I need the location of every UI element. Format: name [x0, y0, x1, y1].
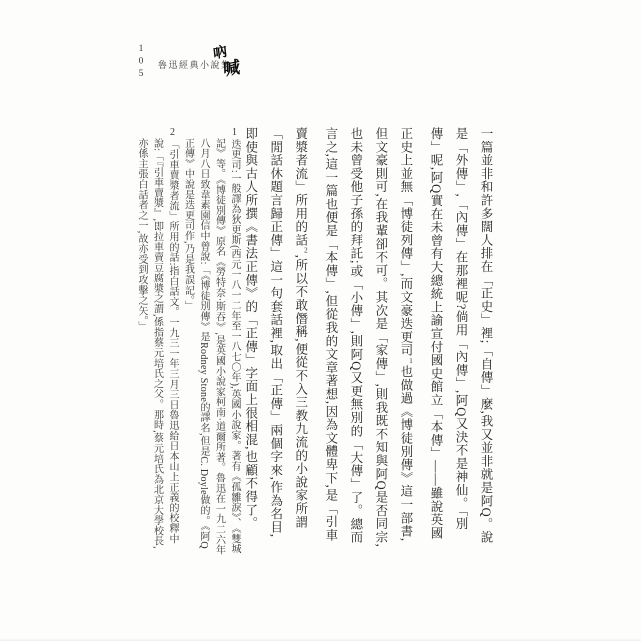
main-paragraph-segment: ,所以不敢僭稱,便從不入三教九流的小說家所謂「閒話休題言歸正傳」這一句套話裡,取出「正傳」兩個字來,作為名目,即使與古人所撰《書法正傳》的「正傳」字面上很相混,也顧不得了。	[243, 127, 308, 538]
main-paragraph-segment: 一篇並非和許多闊人排在「正史」裡;「自傳」麼,我又並非就是阿Q。說是「外傳」,「內傳」在那裡呢?倘用「內傳」,阿Q又決不是神仙。「別傳」呢,阿Q實在未曾有大總統上諭宣付國史館立「本傳」——雖說英國正史上並無「博徒列傳」,而文豪迭更司	[398, 127, 493, 545]
logo-char-na: 吶	[212, 42, 228, 62]
footnote-ref-2: 2	[301, 246, 310, 255]
main-text-block	[230, 127, 498, 548]
main-paragraph	[238, 127, 498, 548]
footnote-section	[130, 127, 242, 557]
page-number: 105	[136, 44, 146, 82]
footnote-2	[134, 127, 181, 557]
main-paragraph-segment: 也做過《博徒別傳》這一部書,但文豪則可,在我輩卻不可。其次是「家傳」,則我既不知與阿Q是否同宗,也未曾受他子孫的拜託;或「小傳」,則阿Q又更無別的「大傳」了。總而言之,這一篇也便是「本傳」,但從我的文章著想,因為文體卑下,是「引車賣漿者流」所用的話	[293, 127, 413, 548]
footnote-2-text: 「引車賣漿者流」所用的話:指白話文。一九三一年三月三日魯迅給日本山上正義的校釋中說:「『引車賣漿』,即拉車賣豆腐漿之謂,係指蔡元培氏之父。那時,蔡元培氏為北京大學校長,亦係主張白話者之一,故亦受到攻擊之矢。」	[136, 138, 178, 549]
series-title: 魯迅經典小說集	[158, 60, 232, 70]
footnote-1	[180, 127, 242, 557]
footnote-ref-1: 1	[407, 357, 415, 366]
footnote-1-text: 迭更司:一般譯為狄更斯(西元一八一二年至一八七〇年),英國小說家。著有《孤雛淚》、《雙城記》等。《博徒別傳》原名《勞特奈·斯吞》,是英國小說家柯南·道爾所著。魯迅在一九二六年八月八日致韋素園信中曾說:「《博徒別傳》是Rodney Stone的譯名,但是C. Doyle做的。《阿Q正傳》中說是迭更司作,乃是我誤記。」	[182, 138, 240, 556]
logo-char-han: 喊	[222, 57, 241, 80]
footnote-1-number: 1	[229, 127, 240, 138]
footnote-2-number: 2	[167, 127, 178, 138]
nahan-logo	[211, 40, 245, 80]
